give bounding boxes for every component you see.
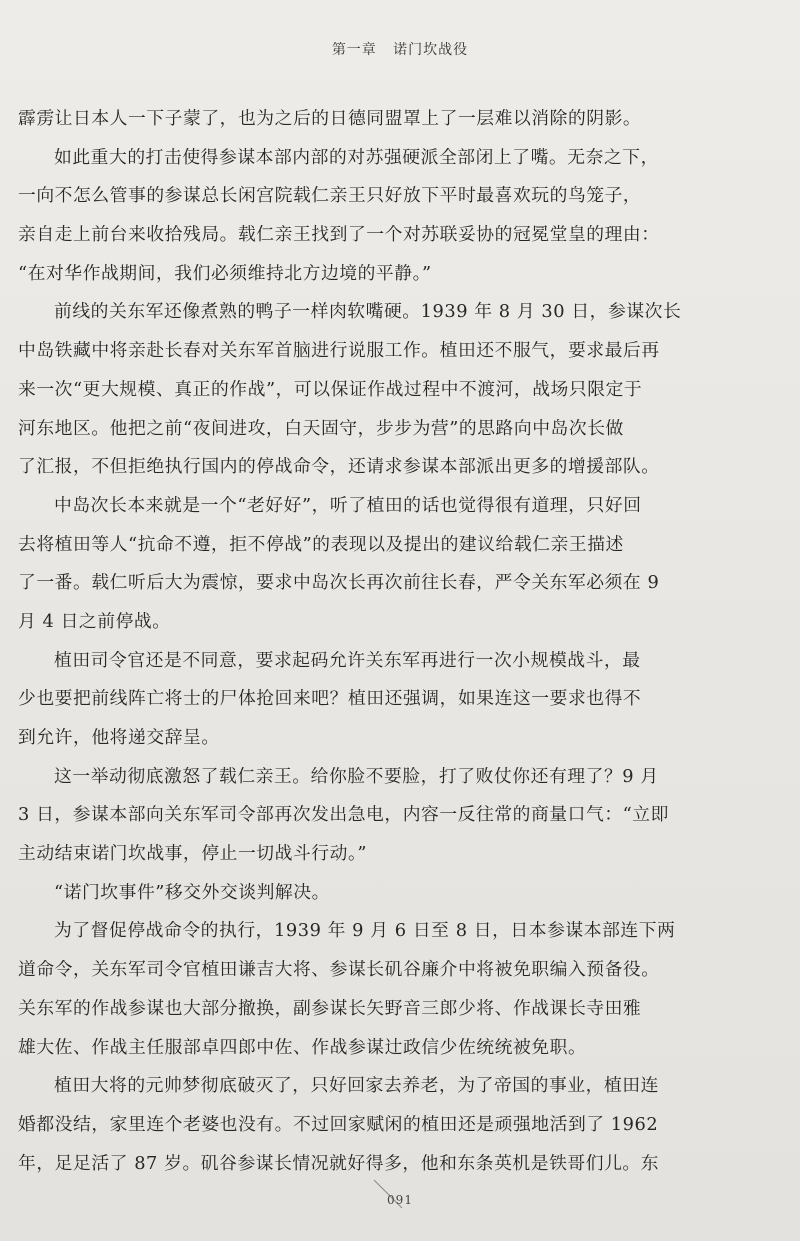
text-line: 中岛次长本来就是一个“老好好”，听了植田的话也觉得很有道理，只好回	[54, 494, 642, 516]
text-line: 河东地区。他把之前“夜间进攻，白天固守，步步为营”的思路向中岛次长做	[18, 417, 624, 439]
text-line: 如此重大的打击使得参谋本部内部的对苏强硬派全部闭上了嘴。无奈之下，	[54, 146, 659, 168]
body-text	[18, 100, 726, 1183]
chapter-title: 诺门坎战役	[393, 42, 469, 58]
text-line: 3 日，参谋本部向关东军司令部再次发出急电，内容一反往常的商量口气：“立即	[18, 804, 669, 826]
text-line: 植田大将的元帅梦彻底破灭了，只好回家去养老，为了帝国的事业，植田连	[54, 1075, 659, 1097]
page-number: 091	[387, 1193, 413, 1207]
text-line: 一向不怎么管事的参谋总长闲宫院载仁亲王只好放下平时最喜欢玩的鸟笼子，	[18, 185, 642, 207]
text-line: 年，足足活了 87 岁。矶谷参谋长情况就好得多，他和东条英机是铁哥们儿。东	[18, 1152, 660, 1174]
text-line: 植田司令官还是不同意，要求起码允许关东军再进行一次小规模战斗，最	[54, 649, 641, 671]
text-line: 来一次“更大规模、真正的作战”，可以保证作战过程中不渡河，战场只限定于	[18, 378, 643, 400]
text-line: 中岛铁藏中将亲赴长春对关东军首脑进行说服工作。植田还不服气，要求最后再	[18, 340, 660, 362]
text-line: 亲自走上前台来收拾残局。载仁亲王找到了一个对苏联妥协的冠冕堂皇的理由：	[18, 224, 660, 246]
text-line: 关东军的作战参谋也大部分撤换，副参谋长矢野音三郎少将、作战课长寺田雅	[18, 997, 642, 1019]
running-header	[0, 39, 800, 59]
chapter-number: 第一章	[331, 42, 377, 58]
text-line: 雄大佐、作战主任服部卓四郎中佐、作战参谋辻政信少佐统统被免职。	[18, 1036, 587, 1058]
text-line: 婚都没结，家里连个老婆也没有。不过回家赋闲的植田还是顽强地活到了 1962	[18, 1113, 659, 1135]
text-line: 去将植田等人“抗命不遵，拒不停战”的表现以及提出的建议给载仁亲王描述	[18, 533, 624, 555]
text-line: “诺门坎事件”移交外交谈判解决。	[54, 881, 330, 903]
text-line: 霹雳让日本人一下子蒙了，也为之后的日德同盟罩上了一层难以消除的阴影。	[18, 108, 642, 129]
text-line: 前线的关东军还像煮熟的鸭子一样肉软嘴硬。1939 年 8 月 30 日，参谋次长	[54, 301, 682, 323]
text-line: 月 4 日之前停战。	[18, 610, 171, 632]
text-line: 为了督促停战命令的执行，1939 年 9 月 6 日至 8 日，日本参谋本部连下两	[54, 920, 676, 942]
text-line: “在对华作战期间，我们必须维持北方边境的平静。”	[18, 262, 432, 284]
text-line: 了一番。载仁听后大为震惊，要求中岛次长再次前往长春，严令关东军必须在 9	[18, 572, 660, 594]
text-line: 到允许，他将递交辞呈。	[18, 727, 220, 748]
text-line: 道命令，关东军司令官植田谦吉大将、参谋长矶谷廉介中将被免职编入预备役。	[18, 959, 660, 981]
text-line: 主动结束诺门坎战事，停止一切战斗行动。”	[18, 843, 368, 865]
text-line: 少也要把前线阵亡将士的尸体抢回来吧？植田还强调，如果连这一要求也得不	[18, 688, 642, 710]
text-line: 这一举动彻底激怒了载仁亲王。给你脸不要脸，打了败仗你还有理了？9 月	[54, 765, 659, 787]
text-line: 了汇报，不但拒绝执行国内的停战命令，还请求参谋本部派出更多的增援部队。	[18, 456, 660, 478]
